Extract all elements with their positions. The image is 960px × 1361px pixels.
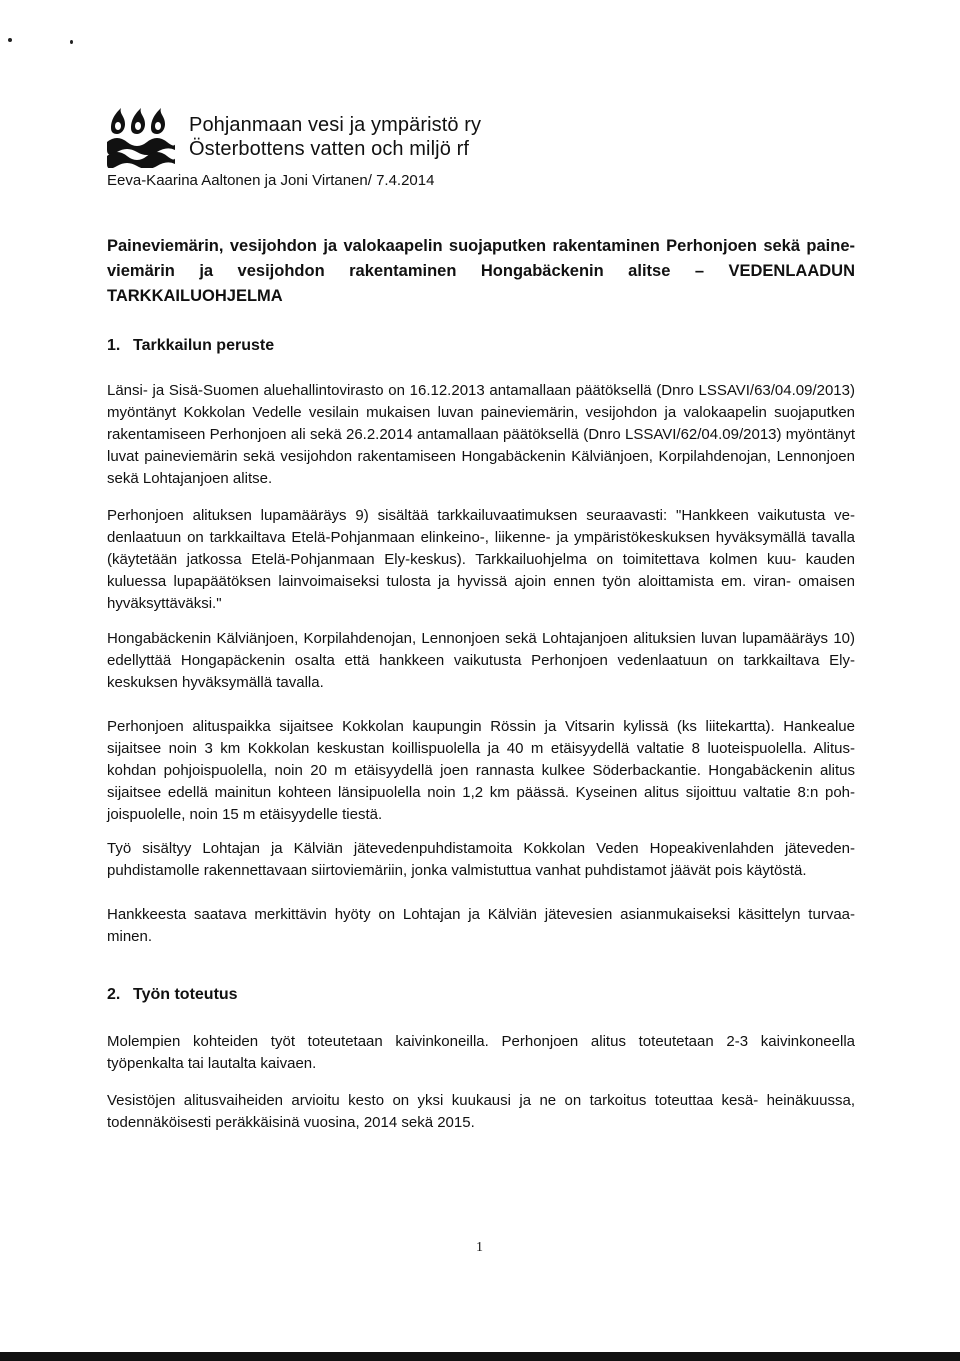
- scan-speck: [8, 38, 12, 42]
- section-title: Tarkkailun peruste: [133, 337, 275, 354]
- paragraph: Hongabäckenin Kälviänjoen, Korpilahdenojan, Lennonjoen sekä Lohtajanjoen alituksien luvan lupamääräys 10) edellyttää Hongapäckenin osalta että hankkeen vaikutusta Perhonjoen vedenlaatuun on tarkkailtava Ely-keskuksen hyväksymällä tavalla.: [107, 630, 855, 691]
- section-2-heading: [107, 986, 238, 1004]
- paragraph: Länsi- ja Sisä-Suomen aluehallintovirasto on 16.12.2013 antamallaan päätöksellä (Dnro LSSAVI/63/04.09/2013) myöntänyt Kokkolan Vedelle vesilain mukaisen luvan paineviemärin, vesijohdon ja valokaapelin suojaputken rakentamiseen Perhonjoen ali sekä 26.2.2014 antamallaan päätöksellä (Dnro LSSAVI/62/04.09/2013) myöntänyt luvat paineviemärin sekä vesijohdon rakentamiseen Hongabäckenin Kälviänjoen, Korpilahdenojan, Lennonjoen sekä Lohtajanjoen alitse.: [107, 382, 855, 487]
- section-1-heading: [107, 337, 274, 355]
- paragraph: Työ sisältyy Lohtajan ja Kälviän jätevedenpuhdistamoita Kokkolan Veden Hopeakivenlahden jäteveden- puhdistamolle rakennettavaan siirtoviemäriin, jonka valmistuttua vanhat puhdistamot jäävät pois käytöstä.: [107, 840, 855, 879]
- organization-name-finnish: Pohjanmaan vesi ja ympäristö ry: [189, 114, 482, 136]
- page-number: 1: [476, 1240, 483, 1255]
- paragraph: Perhonjoen alituspaikka sijaitsee Kokkolan kaupungin Rössin ja Vitsarin kylissä (ks liitekartta). Hankealue sijaitsee noin 3 km Kokkolan keskustan koillispuolella ja 40 m etäisyydellä valtatie 8 luoteispuolella. Alitus- kohdan pohjoispuolella, noin 20 m etäisyydellä joen rannasta kulkee Söderbackantie. Hongabäckenin alitus sijaitsee edellä mainitun kohteen länsipuolella noin 1,2 km päässä. Kyseinen alitus sijoittuu valtatie 8:n poh- joispuolelle, noin 15 m etäisyydelle tiestä.: [107, 718, 855, 823]
- document-title: Paineviemärin, vesijohdon ja valokaapelin suojaputken rakentaminen Perhonjoen sekä paine- viemärin ja vesijohdon rakentaminen Hongabäckenin alitse – VEDENLAADUN TARKKAILUOHJELMA: [107, 237, 855, 305]
- paragraph: Vesistöjen alitusvaiheiden arvioitu kesto on yksi kuukausi ja ne on tarkoitus toteuttaa kesä- heinäkuussa, todennäköisesti peräkkäisinä vuosina, 2014 sekä 2015.: [107, 1092, 855, 1131]
- section-title: Työn toteutus: [133, 986, 238, 1003]
- scan-speck: [70, 40, 73, 44]
- author-and-date: Eeva-Kaarina Aaltonen ja Joni Virtanen/ 7.4.2014: [107, 172, 435, 189]
- paragraph: Molempien kohteiden työt toteutetaan kaivinkoneilla. Perhonjoen alitus toteutetaan 2-3 kaivinkoneella työpenkalta tai lautalta kaivaen.: [107, 1033, 855, 1072]
- section-number: 2.: [107, 986, 121, 1003]
- paragraph: Hankkeesta saatava merkittävin hyöty on Lohtajan ja Kälviän jätevesien asianmukaiseksi käsittelyn turvaa- minen.: [107, 906, 855, 945]
- organization-name-swedish: Österbottens vatten och miljö rf: [189, 138, 469, 160]
- scan-edge-bar: [0, 1352, 960, 1361]
- water-drops-logo-icon: [105, 106, 175, 168]
- paragraph: Perhonjoen alituksen lupamääräys 9) sisältää tarkkailuvaatimuksen seuraavasti: "Hankkeen vaikutusta ve- denlaatuun on tarkkailtava Etelä-Pohjanmaan elinkeino-, liikenne- ja ympäristökeskuksen hyväksymällä tavalla (käytetään jatkossa Etelä-Pohjanmaan Ely-keskus). Tarkkailuohjelma on toimitettava kolmen kuu- kauden kuluessa lupapäätöksen lainvoimaiseksi tulosta ja hyvissä ajoin ennen työn aloittamista em. viran- omaisen hyväksyttäväksi.": [107, 507, 855, 612]
- section-number: 1.: [107, 337, 121, 354]
